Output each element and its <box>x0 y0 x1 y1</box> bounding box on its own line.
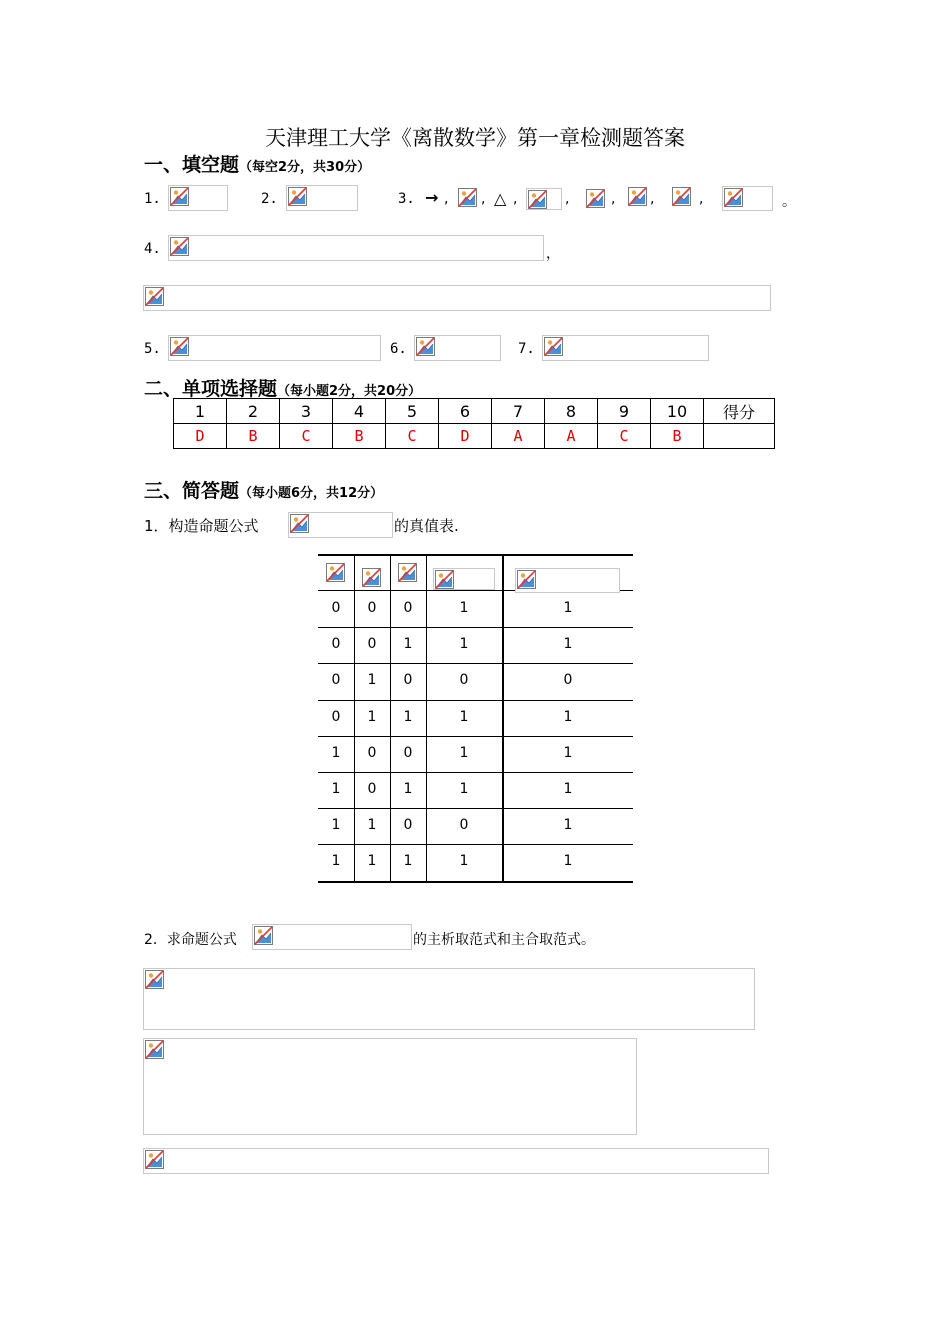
q2-answer-image-3 <box>143 1148 769 1174</box>
truth-table-cell: 0 <box>563 672 573 688</box>
row-divider <box>318 736 633 737</box>
choice-number: 10 <box>651 399 704 424</box>
fill-q3-label: 3. <box>398 191 415 207</box>
fill-q7-answer-image <box>542 335 709 361</box>
truth-table-cell: 1 <box>563 817 573 833</box>
broken-image-icon <box>672 187 691 206</box>
comma: , <box>650 191 655 207</box>
column-divider <box>390 554 391 883</box>
choice-number: 8 <box>545 399 598 424</box>
truth-table-cell: 1 <box>563 636 573 652</box>
fill-q6-label: 6. <box>390 341 407 357</box>
fill-q3-image-2 <box>526 188 562 210</box>
comma: , <box>481 191 486 207</box>
fill-q4-answer-image-1 <box>168 235 544 261</box>
section-3-note: （每小题6分，共12分） <box>239 486 384 501</box>
choice-answer-table <box>173 398 775 449</box>
comma: , <box>513 191 518 207</box>
broken-image-icon <box>145 287 164 306</box>
choice-answer: C <box>280 424 333 449</box>
choice-answer-row <box>174 424 775 449</box>
q2-answer-image-1 <box>143 968 755 1030</box>
q2-answer-image-2 <box>143 1038 637 1135</box>
q1-formula-image <box>288 512 393 538</box>
truth-table-cell: 1 <box>403 853 413 869</box>
truth-table-cell: 0 <box>403 672 413 688</box>
fill-q1-answer-image <box>168 185 228 211</box>
broken-image-icon <box>435 570 454 589</box>
truth-table-cell: 1 <box>563 600 573 616</box>
fill-q3-image-5 <box>672 187 692 207</box>
choice-answer: A <box>545 424 598 449</box>
row-divider <box>318 700 633 701</box>
broken-image-icon <box>724 188 743 207</box>
truth-table-cell: 0 <box>403 745 413 761</box>
fill-q3-image-4 <box>628 187 648 207</box>
section-1-note: （每空2分，共30分） <box>239 160 371 175</box>
table-bottom-rule <box>318 881 633 883</box>
choice-number: 3 <box>280 399 333 424</box>
truth-table-cell: 1 <box>459 745 469 761</box>
choice-number-row <box>174 399 775 424</box>
fill-q3-image-1 <box>458 188 478 208</box>
broken-image-icon <box>288 187 307 206</box>
truth-table-cell: 1 <box>459 636 469 652</box>
fill-q6-answer-image <box>414 335 501 361</box>
truth-table-cell: 1 <box>403 709 413 725</box>
q1-suffix: 的真值表. <box>394 517 459 535</box>
truth-table-cell: 0 <box>331 600 341 616</box>
choice-number: 1 <box>174 399 227 424</box>
page-title: 天津理工大学《离散数学》第一章检测题答案 <box>265 126 685 150</box>
broken-image-icon <box>458 188 477 207</box>
truth-table-cell: 0 <box>459 817 469 833</box>
column-divider <box>502 554 504 883</box>
row-divider <box>318 844 633 845</box>
choice-number: 7 <box>492 399 545 424</box>
section-3-heading <box>144 476 383 503</box>
section-3-title: 三、简答题 <box>144 480 240 502</box>
choice-number: 2 <box>227 399 280 424</box>
score-cell <box>704 424 775 449</box>
section-1-title: 一、填空题 <box>144 154 240 176</box>
broken-image-icon <box>544 337 563 356</box>
truth-table-cell: 1 <box>563 745 573 761</box>
truth-table-cell: 1 <box>331 781 341 797</box>
fill-q1-label: 1. <box>144 191 161 207</box>
choice-answer: D <box>174 424 227 449</box>
section-2-heading <box>144 374 421 401</box>
truth-table <box>318 554 633 883</box>
choice-number: 6 <box>439 399 492 424</box>
period: 。 <box>782 194 796 210</box>
choice-answer: B <box>227 424 280 449</box>
fill-q7-label: 7. <box>518 341 535 357</box>
broken-image-icon <box>170 337 189 356</box>
truth-table-cell: 0 <box>403 817 413 833</box>
truth-table-cell: 0 <box>331 636 341 652</box>
row-divider <box>318 772 633 773</box>
choice-number: 5 <box>386 399 439 424</box>
truth-table-cell: 1 <box>563 781 573 797</box>
truth-table-cell: 0 <box>367 600 377 616</box>
header-image-q <box>362 568 382 588</box>
truth-table-cell: 0 <box>367 636 377 652</box>
truth-table-cell: 1 <box>459 709 469 725</box>
broken-image-icon <box>362 568 381 587</box>
truth-table-cell: 1 <box>331 853 341 869</box>
choice-answer: A <box>492 424 545 449</box>
section-2-note: （每小题2分，共20分） <box>277 384 422 399</box>
header-image-sub <box>433 568 495 590</box>
choice-answer: C <box>386 424 439 449</box>
broken-image-icon <box>145 1040 164 1059</box>
broken-image-icon <box>254 926 273 945</box>
truth-table-cell: 1 <box>459 781 469 797</box>
arrow-symbol: → <box>425 188 439 207</box>
broken-image-icon <box>290 514 309 533</box>
truth-table-cell: 1 <box>403 636 413 652</box>
q1-prefix: 1．构造命题公式 <box>144 517 259 535</box>
fill-q3-image-6 <box>722 186 773 211</box>
column-divider <box>354 554 355 883</box>
choice-answer: B <box>651 424 704 449</box>
q2-suffix: 的主析取范式和主合取范式。 <box>413 932 595 948</box>
truth-table-cell: 0 <box>367 781 377 797</box>
truth-table-cell: 1 <box>563 853 573 869</box>
truth-table-cell: 1 <box>331 817 341 833</box>
fill-q4-answer-image-2 <box>143 285 771 311</box>
broken-image-icon <box>586 189 605 208</box>
triangle-symbol: △ <box>494 189 507 208</box>
broken-image-icon <box>170 187 189 206</box>
truth-table-cell: 1 <box>563 709 573 725</box>
section-1-heading <box>144 150 370 177</box>
comma: , <box>611 191 616 207</box>
broken-image-icon <box>628 187 647 206</box>
truth-table-cell: 0 <box>403 600 413 616</box>
truth-table-cell: 1 <box>403 781 413 797</box>
choice-answer: B <box>333 424 386 449</box>
choice-answer: C <box>598 424 651 449</box>
broken-image-icon <box>145 970 164 989</box>
comma: , <box>565 191 570 207</box>
broken-image-icon <box>326 563 345 582</box>
header-image-p <box>326 563 346 583</box>
truth-table-cell: 1 <box>331 745 341 761</box>
truth-table-cell: 1 <box>367 672 377 688</box>
section-2-title: 二、单项选择题 <box>144 378 278 400</box>
header-image-formula <box>515 568 620 593</box>
fill-q4-label: 4. <box>144 241 161 257</box>
row-divider <box>318 663 633 664</box>
header-image-r <box>398 563 418 583</box>
score-header: 得分 <box>704 399 775 424</box>
truth-table-cell: 1 <box>367 853 377 869</box>
truth-table-cell: 0 <box>331 672 341 688</box>
truth-table-cell: 0 <box>367 745 377 761</box>
table-top-rule <box>318 554 633 556</box>
broken-image-icon <box>517 570 536 589</box>
truth-table-cell: 1 <box>459 600 469 616</box>
row-divider <box>318 627 633 628</box>
column-divider <box>426 554 427 883</box>
row-divider <box>318 808 633 809</box>
broken-image-icon <box>170 237 189 256</box>
truth-table-cell: 1 <box>459 853 469 869</box>
truth-table-cell: 1 <box>367 817 377 833</box>
comma: ， <box>546 246 560 262</box>
broken-image-icon <box>416 337 435 356</box>
truth-table-cell: 0 <box>331 709 341 725</box>
fill-q2-label: 2. <box>261 191 278 207</box>
q2-prefix: 2．求命题公式 <box>144 932 237 948</box>
fill-q5-label: 5. <box>144 341 161 357</box>
broken-image-icon <box>398 563 417 582</box>
choice-number: 9 <box>598 399 651 424</box>
comma: , <box>444 191 449 207</box>
broken-image-icon <box>528 190 547 209</box>
comma: , <box>699 191 704 207</box>
fill-q2-answer-image <box>286 185 358 211</box>
fill-q5-answer-image <box>168 335 381 361</box>
broken-image-icon <box>145 1150 164 1169</box>
choice-answer: D <box>439 424 492 449</box>
q2-formula-image <box>252 924 412 950</box>
fill-q3-image-3 <box>586 188 606 210</box>
choice-number: 4 <box>333 399 386 424</box>
truth-table-cell: 0 <box>459 672 469 688</box>
truth-table-cell: 1 <box>367 709 377 725</box>
